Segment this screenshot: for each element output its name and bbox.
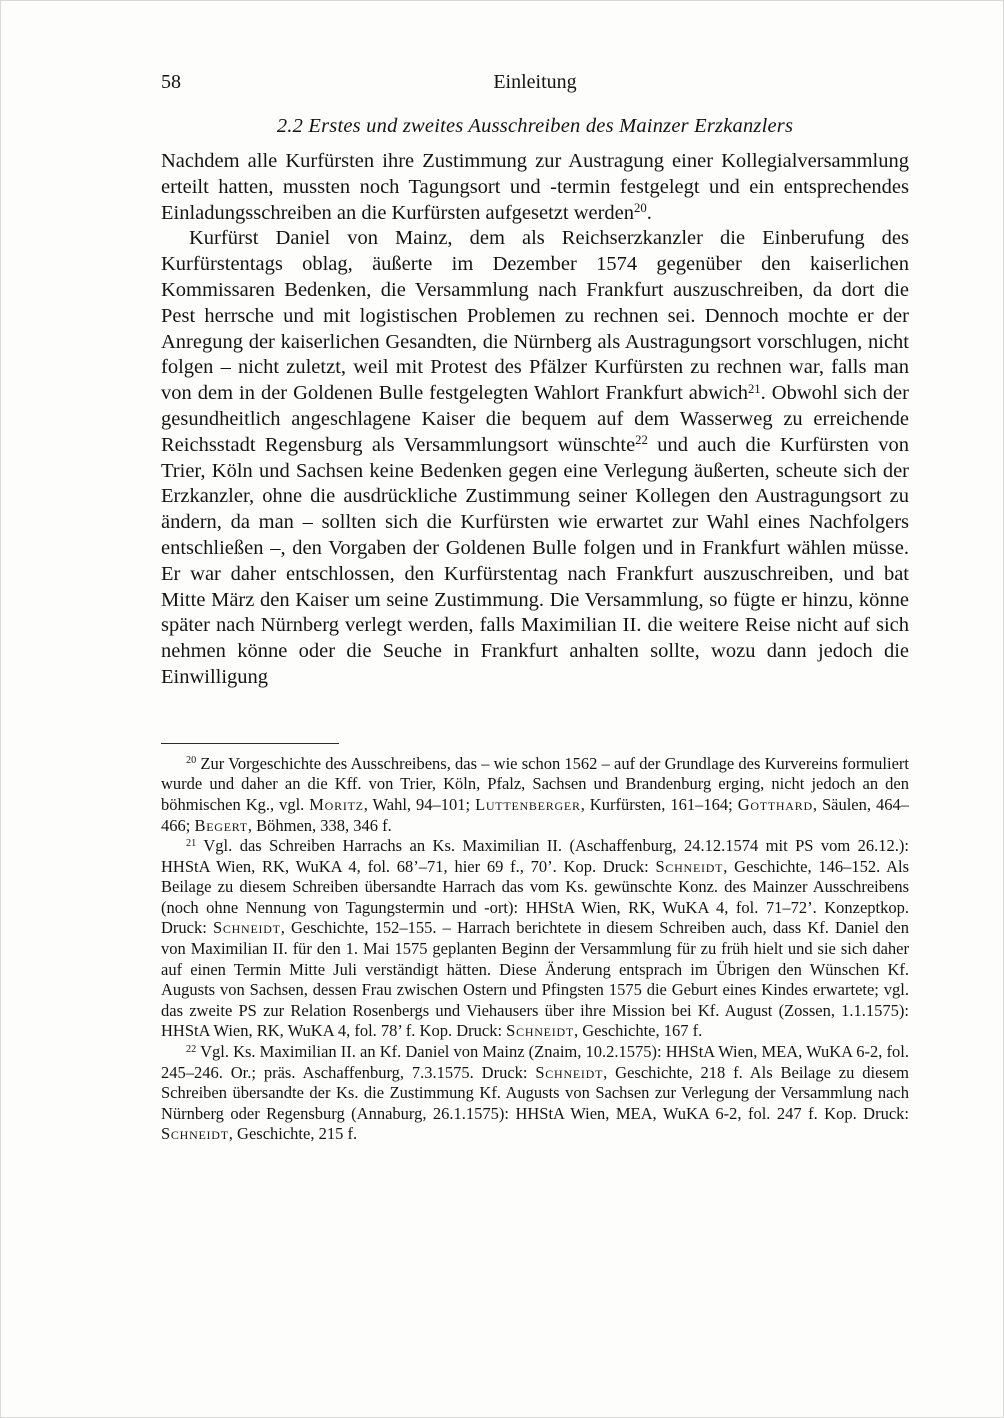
footnote-reference: 20 [634, 201, 647, 215]
footnote-reference: 21 [747, 381, 761, 396]
footnote: $^{20}$ Zur Vorgeschichte des Ausschreibens, das – wie schon 1562 – auf der Grundlage des Kurvereins formuliert wurde und daher an die Kff. von Trier, Köln, Pfalz, Sachsen und Brandenburg erging, nicht jedoch an den böhmischen Kg., vgl. Moritz, Wahl, 94–101; Luttenberger, Kurfürsten, 161–164; Gotthard, Säulen, 464–466; Begert, Böhmen, 338, 346 f. [161, 753, 909, 835]
author-name-smallcaps: Luttenberger [475, 794, 581, 814]
body-paragraph: Nachdem alle Kurfürsten ihre Zustimmung zur Austragung einer Kollegialversammlung erteilt hatten, mussten noch Tagungsort und -termin festgelegt und ein entsprechendes Einladungsschreiben an die Kurfürsten aufgesetzt werden$^{20}$. [161, 150, 909, 224]
footnote-marker: 20 [186, 755, 197, 767]
section-title: 2.2 Erstes und zweites Ausschreiben des Mainzer Erzkanzlers [276, 115, 794, 137]
author-name-smallcaps: Gotthard [737, 794, 813, 814]
body-paragraph: Kurfürst Daniel von Mainz, dem als Reichserzkanzler die Einberufung des Kurfürstentags oblag, äußerte im Dezember 1574 gegenüber den kaiserlichen Kommissaren Bedenken, die Versammlung nach Frankfurt auszuschreiben, da dort die Pest herrsche und mit logistischen Problemen zu rechnen sei. Dennoch mochte er der Anregung der kaiserlichen Gesandten, die Nürnberg als Austragungsort vorschlugen, nicht folgen – nicht zuletzt, weil mit Protest des Pfälzer Kurfürsten zu rechnen war, falls man von dem in der Goldenen Bulle festgelegten Wahlort Frankfurt abwich$^{21}$. Obwohl sich der gesundheitlich angeschlagene Kaiser die bequem auf dem Wasserweg zu erreichende Reichsstadt Regensburg als Versammlungsort wünschte$^{22}$ und auch die Kurfürsten von Trier, Köln und Sachsen keine Bedenken gegen eine Verlegung äußerten, scheute sich der Erzkanzler, ohne die ausdrückliche Zustimmung seiner Kollegen den Austragungsort zu ändern, da man – sollten sich die Kurfürsten wie erwartet zur Wahl eines Nachfolgers entschließen –, den Vorgaben der Goldenen Bulle folgen und in Frankfurt wählen müsse. Er war daher entschlossen, den Kurfürstentag nach Frankfurt auszuschreiben, und bat Mitte März den Kaiser um seine Zustimmung. Die Versammlung, so fügte er hinzu, könne später nach Nürnberg verlegt werden, falls Maximilian II. die weitere Reise nicht auf sich nehmen könne oder die Seuche in Frankfurt anhalten sollte, wozu dann jedoch die Einwilligung [161, 227, 909, 688]
page-number: 58 [161, 71, 181, 93]
footnote-reference: 22 [635, 433, 648, 448]
footnote-marker: 21 [186, 837, 197, 849]
author-name-smallcaps: Schneidt [506, 1021, 574, 1041]
author-name-smallcaps: Schneidt [161, 1124, 229, 1144]
author-name-smallcaps: Schneidt [212, 918, 281, 938]
footnote: $^{21}$ Vgl. das Schreiben Harrachs an Ks. Maximilian II. (Aschaffenburg, 24.12.1574 mit PS vom 26.12.): HHStA Wien, RK, WuKA 4, fol. 68’–71, hier 69 f., 70’. Kop. Druck: Schneidt, Geschichte, 146–152. Als Beilage zu diesem Schreiben übersandte Harrach das vom Ks. gewünschte Konz. des Mainzer Ausschreibens (noch ohne Nennung von Tagungstermin und -ort): HHStA Wien, RK, WuKA 4, fol. 71–72’. Konzeptkop. Druck: Schneidt, Geschichte, 152–155. – Harrach berichtete in diesem Schreiben auch, dass Kf. Daniel den von Maximilian II. für den 1. Mai 1575 geplanten Beginn der Versammlung für zu früh hielt und sie sich daher auf einen Termin Mitte Juli verständigt hätten. Diese Änderung entsprach im Übrigen den Wünschen Kf. Augusts von Sachsen, dessen Frau zwischen Ostern und Pfingsten 1575 die Geburt eines Kindes erwartete; vgl. das zweite PS zur Relation Rosenbergs und Viehausers über ihre Mission bei Kf. August (Zossen, 1.1.1575): HHStA Wien, RK, WuKA 4, fol. 78’ f. Kop. Druck: Schneidt, Geschichte, 167 f. [161, 836, 910, 1041]
author-name-smallcaps: Schneidt [655, 856, 724, 876]
footnote: $^{22}$ Vgl. Ks. Maximilian II. an Kf. Daniel von Mainz (Znaim, 10.2.1575): HHStA Wien, MEA, WuKA 6-2, fol. 245–246. Or.; präs. Aschaffenburg, 7.3.1575. Druck: Schneidt, Geschichte, 218 f. Als Beilage zu diesem Schreiben übersandte der Ks. die Zustimmung Kf. Augusts von Sachsen zur Verlegung der Versammlung nach Nürnberg oder Regensburg (Annaburg, 26.1.1575): HHStA Wien, MEA, WuKA 6-2, fol. 247 f. Kop. Druck: Schneidt, Geschichte, 215 f. [161, 1042, 909, 1144]
body-text [161, 149, 909, 691]
author-name-smallcaps: Begert [194, 815, 248, 835]
author-name-smallcaps: Schneidt [535, 1062, 604, 1082]
footnote-separator-rule [161, 743, 339, 744]
footnote-marker: 22 [186, 1043, 197, 1055]
page-header [161, 71, 909, 97]
footnote-area [161, 743, 909, 1145]
author-name-smallcaps: Moritz [309, 794, 364, 814]
footnotes [161, 754, 909, 1145]
running-head: Einleitung [493, 71, 577, 93]
